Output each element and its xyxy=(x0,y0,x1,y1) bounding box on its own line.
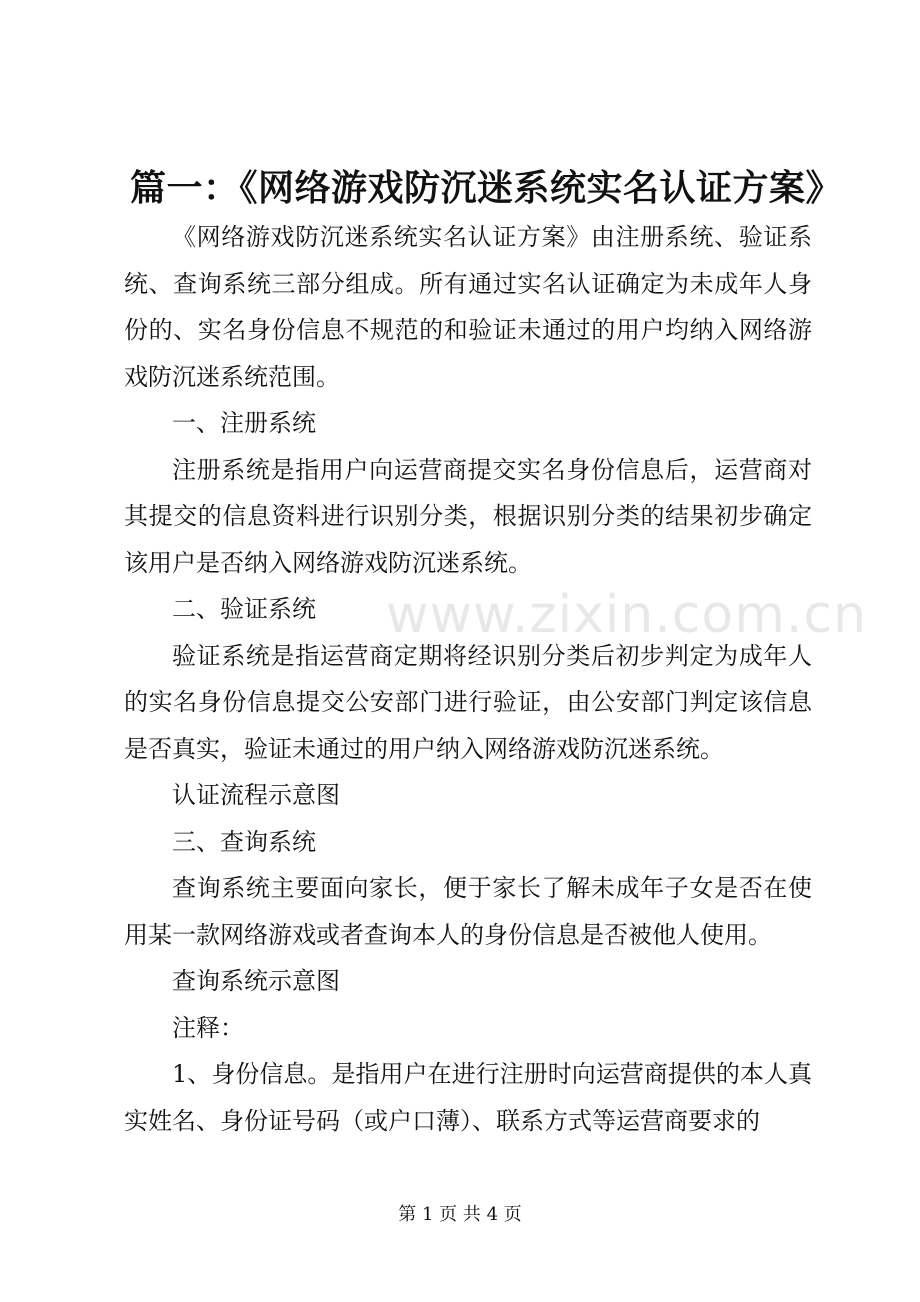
page-footer: 第 1 页 共 4 页 xyxy=(398,1204,522,1225)
paragraph-registration: 注册系统是指用户向运营商提交实名身份信息后，运营商对其提交的信息资料进行识别分类，根据识别分类的结果初步确定该用户是否纳入网络游戏防沉迷系统。 xyxy=(124,455,812,577)
section-heading-registration: 一、注册系统 xyxy=(172,409,316,437)
section-heading-query: 三、查询系统 xyxy=(172,827,316,856)
paragraph-intro: 《网络游戏防沉迷系统实名认证方案》由注册系统、验证系统、查询系统三部分组成。所有通过实名认证确定为未成年人身份的、实名身份信息不规范的和验证未通过的用户均纳入网络游戏防沉迷系统范围。 xyxy=(124,223,812,391)
section-heading-verification: 二、验证系统 xyxy=(172,595,316,623)
note-item-1: 1、身份信息。是指用户在进行注册时向运营商提供的本人真实姓名、身份证号码（或户口薄）、联系方式等运营商要求的 xyxy=(124,1060,812,1135)
figure-caption-query: 查询系统示意图 xyxy=(172,967,340,995)
paragraph-query: 查询系统主要面向家长，便于家长了解未成年子女是否在使用某一款网络游戏或者查询本人的身份信息是否被他人使用。 xyxy=(124,874,812,949)
document-body xyxy=(124,214,812,1144)
figure-caption-auth-flow: 认证流程示意图 xyxy=(172,781,340,809)
watermark: www.zixin.com.cn xyxy=(386,585,867,645)
document-title: 篇一：《网络游戏防沉迷系统实名认证方案》 xyxy=(130,167,843,209)
paragraph-verification: 验证系统是指运营商定期将经识别分类后初步判定为成年人的实名身份信息提交公安部门进行验证，由公安部门判定该信息是否真实，验证未通过的用户纳入网络游戏防沉迷系统。 xyxy=(124,641,812,763)
notes-heading: 注释： xyxy=(172,1013,244,1042)
